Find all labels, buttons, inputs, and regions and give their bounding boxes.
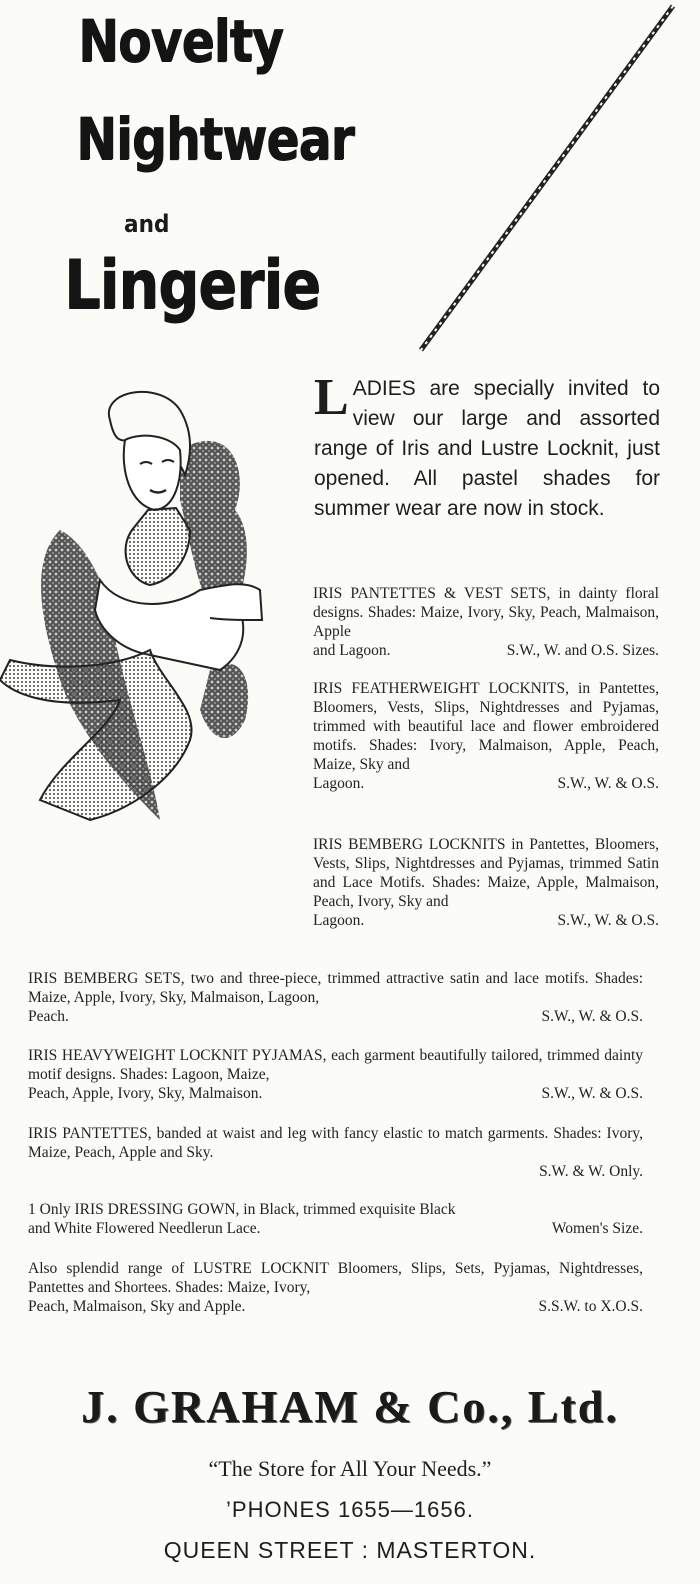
intro-paragraph bbox=[314, 369, 660, 524]
item-tail: Peach. bbox=[28, 1008, 69, 1025]
headline-lingerie: Lingerie bbox=[64, 246, 321, 325]
item-iris-pantettes bbox=[28, 1124, 643, 1181]
phone-numbers: ’PHONES 1655—1656. bbox=[226, 1497, 474, 1522]
item-tail: Lagoon. bbox=[313, 775, 365, 792]
item-body: Also splendid range of LUSTRE LOCKNIT Bloomers, Slips, Sets, Pyjamas, Nightdresses, Pantettes and Shortees. Shades: Maize, Ivory, bbox=[28, 1260, 643, 1296]
item-iris-dressing-gown bbox=[28, 1200, 643, 1238]
decorative-diagonal-line bbox=[415, 0, 700, 360]
item-body: IRIS FEATHERWEIGHT LOCKNITS, in Pantettes, Bloomers, Vests, Slips, Nightdresses and Pyjamas, trimmed with beautiful lace and flower embroidered motifs. Shades: Ivory, Malmaison, Apple, Peach, Maize, Sky and bbox=[313, 680, 659, 773]
item-lustre-locknit-range bbox=[28, 1259, 643, 1316]
item-body: IRIS BEMBERG LOCKNITS in Pantettes, Bloomers, Vests, Slips, Nightdresses and Pyjamas, trimmed Satin and Lace Motifs. Shades: Maize, Apple, Malmaison, Peach, Ivory, Sky and bbox=[313, 836, 659, 910]
item-sizes: S.W. & W. Only. bbox=[539, 1163, 643, 1180]
item-sizes: S.W., W. & O.S. bbox=[541, 1085, 643, 1102]
item-sizes: S.W., W. & O.S. bbox=[557, 775, 659, 792]
item-sizes: S.W., W. & O.S. bbox=[541, 1008, 643, 1025]
intro-text: ADIES are specially invited to view our large and assorted range of Iris and Lustre Locknit, just opened. All pastel shades for summer wear are now in stock. bbox=[314, 377, 660, 520]
company-name: J. GRAHAM & Co., Ltd. bbox=[81, 1381, 619, 1432]
item-sizes: S.W., W. & O.S. bbox=[557, 912, 659, 929]
item-body: IRIS PANTETTES, banded at waist and leg with fancy elastic to match garments. Shades: Ivory, Maize, Peach, Apple and Sky. bbox=[28, 1125, 643, 1161]
item-sizes: Women's Size. bbox=[551, 1220, 643, 1237]
fur-wrap-bottom bbox=[200, 664, 248, 738]
woman-illustration bbox=[0, 380, 300, 860]
arm bbox=[200, 584, 262, 620]
item-tail: and Lagoon. bbox=[313, 642, 391, 659]
store-slogan: “The Store for All Your Needs.” bbox=[208, 1456, 492, 1481]
intro-dropcap: L bbox=[314, 369, 349, 426]
item-body: IRIS HEAVYWEIGHT LOCKNIT PYJAMAS, each garment beautifully tailored, trimmed dainty motif designs. Shades: Lagoon, Maize, bbox=[28, 1047, 643, 1083]
headline-and: and bbox=[124, 210, 170, 238]
item-body: 1 Only IRIS DRESSING GOWN, in Black, trimmed exquisite Black bbox=[28, 1201, 456, 1218]
item-tail: and White Flowered Needlerun Lace. bbox=[28, 1220, 261, 1237]
item-body: IRIS PANTETTES & VEST SETS, in dainty floral designs. Shades: Maize, Ivory, Sky, Peach, Malmaison, Apple bbox=[313, 585, 659, 640]
item-tail: Peach, Malmaison, Sky and Apple. bbox=[28, 1298, 246, 1315]
item-iris-bemberg-locknits bbox=[313, 835, 659, 930]
item-tail: Lagoon. bbox=[313, 912, 365, 929]
pantettes bbox=[0, 650, 192, 820]
item-sizes: S.W., W. and O.S. Sizes. bbox=[506, 642, 659, 659]
item-tail: Peach, Apple, Ivory, Sky, Malmaison. bbox=[28, 1085, 263, 1102]
item-iris-heavyweight-pyjamas bbox=[28, 1046, 643, 1103]
item-sizes: S.S.W. to X.O.S. bbox=[538, 1298, 643, 1315]
lace-bodice bbox=[126, 508, 190, 585]
item-iris-featherweight-locknits bbox=[313, 679, 659, 793]
headline-novelty: Novelty bbox=[78, 7, 283, 75]
headline-nightwear: Nightwear bbox=[76, 105, 354, 173]
item-iris-bemberg-sets bbox=[28, 969, 643, 1026]
item-body: IRIS BEMBERG SETS, two and three-piece, trimmed attractive satin and lace motifs. Shades: Maize, Apple, Ivory, Sky, Malmaison, Lagoon, bbox=[28, 970, 643, 1006]
item-iris-pantettes-vest-sets bbox=[313, 584, 659, 660]
face bbox=[124, 436, 181, 510]
store-address: QUEEN STREET : MASTERTON. bbox=[163, 1537, 537, 1563]
